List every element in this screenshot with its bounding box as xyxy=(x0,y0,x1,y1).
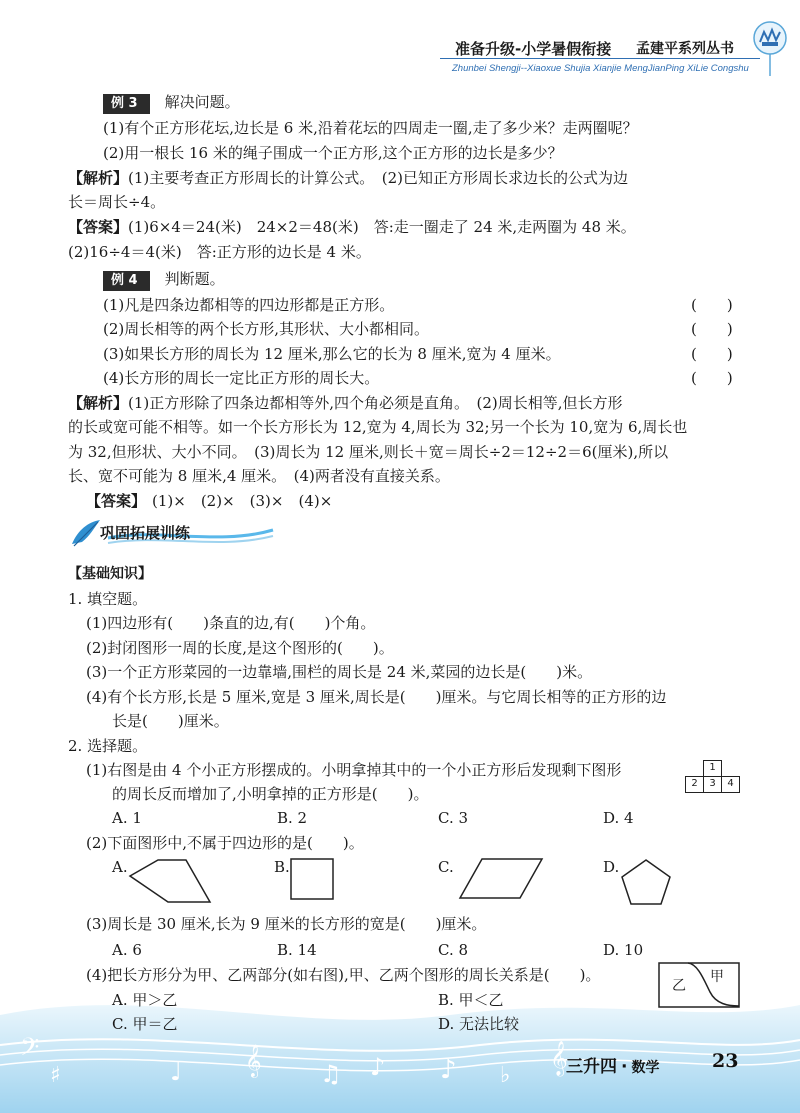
option-c: C. xyxy=(438,858,454,876)
svg-text:𝄞: 𝄞 xyxy=(245,1044,262,1077)
question-1-item-cont: 长是( )厘米。 xyxy=(112,712,229,730)
figure-label-yi: 乙 xyxy=(672,978,686,994)
analysis-text: (1)主要考查正方形周长的计算公式。 (2)已知正方形周长求边长的公式为边 xyxy=(128,169,629,187)
square-shape xyxy=(290,858,334,900)
option-d: D. 4 xyxy=(603,809,634,827)
example-3-q1: (1)有个正方形花坛,边长是 6 米,沿着花坛的四周走一圈,走了多少米？走两圈呢？ xyxy=(103,119,638,137)
option-c: C. 甲＝乙 xyxy=(112,1015,178,1033)
option-a: A. 6 xyxy=(112,941,142,959)
option-d: D. xyxy=(603,858,620,876)
example-4-heading xyxy=(103,269,225,291)
answer-text: (1)× (2)× (3)× (4)× xyxy=(152,492,333,510)
pentagon-shape xyxy=(620,858,672,906)
example-3-answer xyxy=(68,217,636,237)
analysis-label: 【解析】 xyxy=(68,169,129,187)
square-4: 4 xyxy=(721,776,740,793)
option-a: A. xyxy=(112,858,128,876)
header-title: 准备升级-小学暑假衔接 xyxy=(455,40,612,58)
example-4-item: (1)凡是四条边都相等的四边形都是正方形。 xyxy=(103,296,395,314)
example-4-analysis xyxy=(68,393,623,413)
example-4-analysis-cont: 为 32,但形状、大小不同。 (3)周长为 12 厘米,则长＋宽＝周长÷2＝12÷2＝6(厘米),所以 xyxy=(68,443,669,461)
example-4-analysis-cont: 的长或宽可能不相等。如一个长方形长为 12,宽为 4,周长为 32;另一个长为 10,宽为 6,周长也 xyxy=(68,418,688,436)
svg-text:♭: ♭ xyxy=(500,1063,511,1088)
analysis-text: (1)正方形除了四条边都相等外,四个角必须是直角。 (2)周长相等,但长方形 xyxy=(128,394,623,412)
option-d: D. 无法比较 xyxy=(438,1015,520,1033)
answer-paren: ( ) xyxy=(691,320,733,338)
option-b: B. 2 xyxy=(277,809,308,827)
answer-label: 【答案】 xyxy=(68,218,129,236)
square-2: 2 xyxy=(685,776,704,793)
svg-text:𝄢: 𝄢 xyxy=(20,1033,40,1068)
question-2-sub2: (2)下面图形中,不属于四边形的是( )。 xyxy=(86,834,364,852)
answer-text: (1)6×4＝24(米) 24×2＝48(米) 答:走一圈走了 24 米,走两圈为 48 米。 xyxy=(128,218,636,236)
example-3-analysis-cont: 长＝周长÷4。 xyxy=(68,193,166,211)
question-1-item: (3)一个正方形菜园的一边靠墙,围栏的周长是 24 米,菜园的边长是( )米。 xyxy=(86,663,593,681)
footer-dot: · xyxy=(621,1057,628,1077)
question-2-sub3: (3)周长是 30 厘米,长为 9 厘米的长方形的宽是( )厘米。 xyxy=(86,915,487,933)
section-banner-title: 巩固拓展训练 xyxy=(100,524,191,542)
question-1-item: (4)有个长方形,长是 5 厘米,宽是 3 厘米,周长是( )厘米。与它周长相等的正方形的边 xyxy=(86,688,667,706)
header-rule xyxy=(440,58,760,59)
series-logo-icon xyxy=(752,20,788,78)
svg-text:♩: ♩ xyxy=(170,1057,183,1087)
example-3-analysis xyxy=(68,168,628,188)
option-c: C. 3 xyxy=(438,809,469,827)
example-3-heading xyxy=(103,92,240,114)
example-4-analysis-cont: 长、宽不可能为 8 厘米,4 厘米。 (4)两者没有直接关系。 xyxy=(68,467,450,485)
question-2-sub1: (1)右图是由 4 个小正方形摆成的。小明拿掉其中的一个小正方形后发现剩下图形 xyxy=(86,761,622,779)
option-b: B. 14 xyxy=(277,941,317,959)
question-1-title: 1. 填空题。 xyxy=(68,590,148,608)
square-1: 1 xyxy=(703,760,722,777)
page-number: 23 xyxy=(712,1050,739,1072)
option-a: A. 甲＞乙 xyxy=(112,991,178,1009)
header-series: 孟建平系列丛书 xyxy=(636,41,734,57)
svg-text:♯: ♯ xyxy=(50,1063,61,1088)
footer-label xyxy=(566,1052,659,1077)
option-a: A. 1 xyxy=(112,809,142,827)
answer-paren: ( ) xyxy=(691,369,733,387)
answer-paren: ( ) xyxy=(691,296,733,314)
example-3-answer-cont: (2)16÷4＝4(米) 答:正方形的边长是 4 米。 xyxy=(68,243,371,261)
answer-label: 【答案】 xyxy=(86,492,147,510)
split-rectangle-figure xyxy=(658,962,740,1008)
option-b: B. xyxy=(274,858,290,876)
option-b: B. 甲＜乙 xyxy=(438,991,504,1009)
example-4-item: (2)周长相等的两个长方形,其形状、大小都相同。 xyxy=(103,320,430,338)
example-4-item: (4)长方形的周长一定比正方形的周长大。 xyxy=(103,369,380,387)
example-3-q2: (2)用一根长 16 米的绳子围成一个正方形,这个正方形的边长是多少？ xyxy=(103,144,563,162)
svg-text:♫: ♫ xyxy=(320,1060,342,1088)
footer-subject: 数学 xyxy=(631,1060,660,1076)
option-c: C. 8 xyxy=(438,941,469,959)
example-4-answer xyxy=(86,491,332,511)
figure-label-jia: 甲 xyxy=(710,969,724,985)
question-2-sub4: (4)把长方形分为甲、乙两部分(如右图),甲、乙两个图形的周长关系是( )。 xyxy=(86,966,601,984)
svg-text:♪: ♪ xyxy=(370,1053,386,1081)
question-1-item: (2)封闭图形一周的长度,是这个图形的( )。 xyxy=(86,639,394,657)
example-4-badge: 例 4 xyxy=(103,271,150,291)
basic-knowledge-heading: 【基础知识】 xyxy=(68,566,152,582)
footer-grade: 三升四 xyxy=(566,1057,617,1077)
svg-text:𝄞: 𝄞 xyxy=(550,1041,568,1076)
svg-text:♪: ♪ xyxy=(440,1055,457,1085)
example-4-item: (3)如果长方形的周长为 12 厘米,那么它的长为 8 厘米,宽为 4 厘米。 xyxy=(103,345,561,363)
question-1-item: (1)四边形有( )条直的边,有( )个角。 xyxy=(86,614,376,632)
question-2-title: 2. 选择题。 xyxy=(68,737,148,755)
example-3-badge: 例 3 xyxy=(103,94,150,114)
header-subtitle: Zhunbei Shengji--Xiaoxue Shujia Xianjie MengJianPing XiLie Congshu xyxy=(452,63,749,74)
trapezoid-shape xyxy=(128,858,212,904)
question-2-sub1-cont: 的周长反而增加了,小明拿掉的正方形是( )。 xyxy=(112,785,429,803)
square-3: 3 xyxy=(703,776,722,793)
option-d: D. 10 xyxy=(603,941,644,959)
example-3-title: 解决问题。 xyxy=(164,93,240,111)
answer-paren: ( ) xyxy=(691,345,733,363)
analysis-label: 【解析】 xyxy=(68,394,129,412)
parallelogram-shape xyxy=(458,858,544,900)
example-4-title: 判断题。 xyxy=(164,270,225,288)
